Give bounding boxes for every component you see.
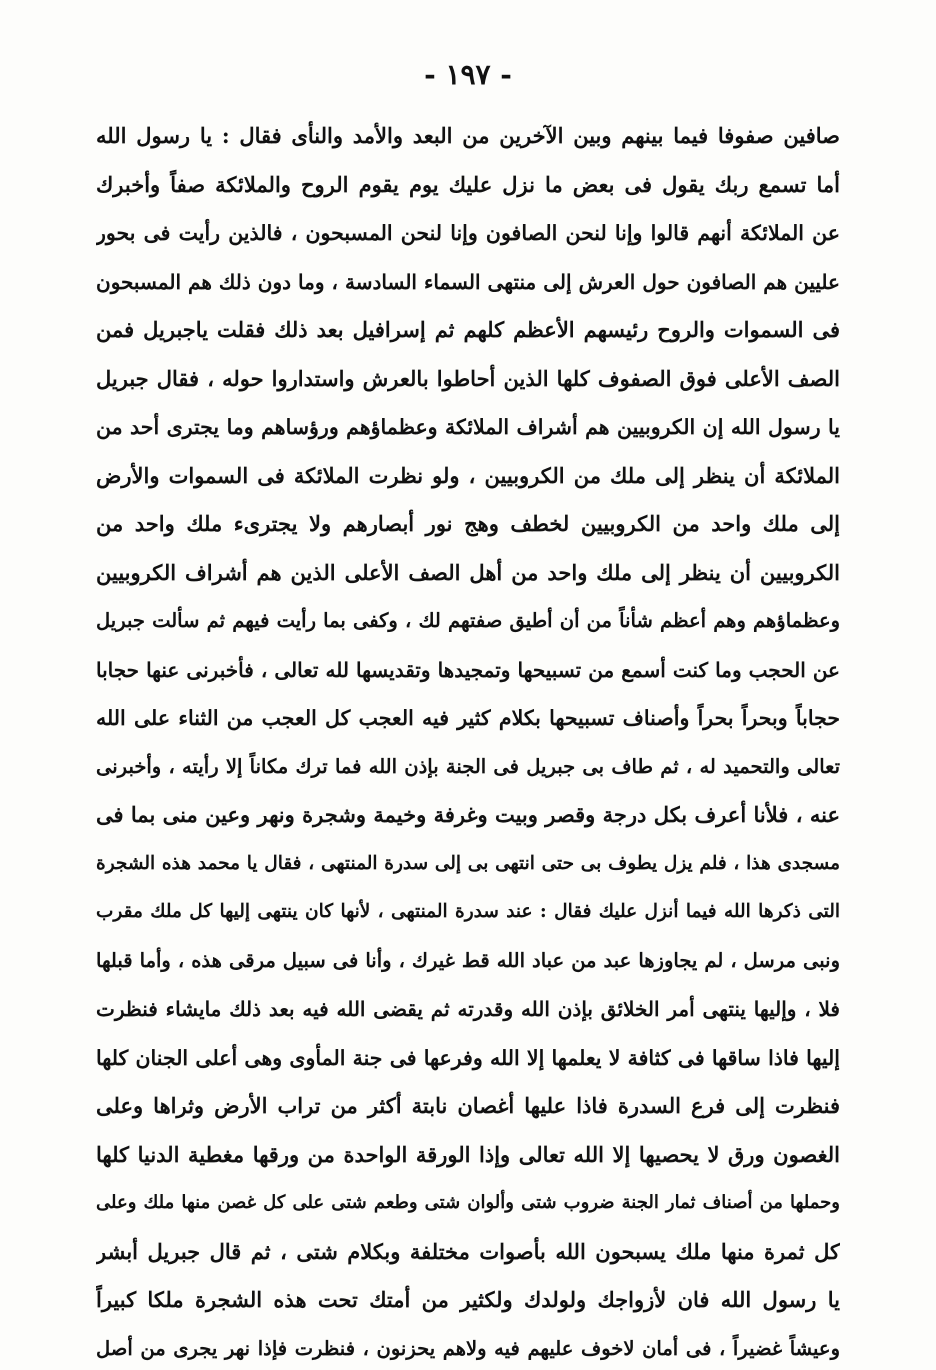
text-line: أما تسمع ربك يقول فى بعض ما نزل عليك يوم يقوم الروح والملائكة صفاً وأخبرك xyxy=(96,171,840,197)
text-line: كل ثمرة منها ملك يسبحون الله بأصوات مختلفة وبكلام شتى ، ثم قال جبريل أبشر xyxy=(96,1238,840,1264)
text-line: الملائكة أن ينظر إلى ملك من الكروبيين ، ولو نظرت الملائكة فى السموات والأرض xyxy=(96,462,840,488)
text-line: عن الملائكة أنهم قالوا وإنا لنحن الصافون وإنا لنحن المسبحون ، فالذين رأيت فى بحور xyxy=(96,221,840,245)
text-line: يا رسول الله إن الكروبيين هم أشراف الملائكة وعظماؤهم ورؤساهم وما يجترى أحد من xyxy=(96,415,840,439)
text-line: وحملها من أصناف ثمار الجنة ضروب شتى وألوان شتى وطعم شتى على كل غصن منها ملك وعلى xyxy=(96,1192,840,1213)
text-line: التى ذكرها الله فيما أنزل عليك فقال : عند سدرة المنتهى ، لأنها كان ينتهى إليها كل ملك مقرب xyxy=(96,901,840,922)
text-line: تعالى والتحميد له ، ثم طاف بى جبريل فى الجنة بإذن الله فما ترك مكاناً إلا رأيته ، وأخبرنى xyxy=(96,754,840,778)
text-line: الغصون ورق لا يحصيها إلا الله تعالى وإذا الورقة الواحدة من ورقها مغطية الدنيا كلها xyxy=(96,1141,840,1167)
text-line: عليين هم الصافون حول العرش إلى منتهى السماء السادسة ، وما دون ذلك هم المسبحون xyxy=(96,269,840,294)
text-line: فنظرت إلى فرع السدرة فاذا عليها أغصان نابتة أكثر من تراب الأرض وثراها وعلى xyxy=(96,1093,840,1118)
text-line: عنه ، فلأنا أعرف بكل درجة وقصر وبيت وغرفة وخيمة وشجرة ونهر وعين منى بما فى xyxy=(96,802,840,827)
text-line: وعيشاً غضيراً ، فى أمان لاخوف عليهم فيه ولاهم يحزنون ، فنظرت فإذا نهر يجرى من أصل xyxy=(96,1336,840,1360)
text-line: الكروبيين أن ينظر إلى ملك واحد من أهل الصف الأعلى الذين هم أشراف الكروبيين xyxy=(96,559,840,585)
text-line: وعظماؤهم وهم أعظم شأناً من أن أطيق صفتهم لك ، وكفى بما رأيت فيهم ثم سألت جبريل xyxy=(96,609,840,632)
text-line: ونبى مرسل ، لم يجاوزها عبد من عباد الله قط غيرك ، وأنا فى سبيل مرقى هذه ، وأما قبلها xyxy=(96,948,840,972)
text-line: مسجدى هذا ، فلم يزل يطوف بى حتى انتهى بى إلى سدرة المنتهى ، فقال يا محمد هذه الشجرة xyxy=(96,852,840,874)
text-line: صافين صفوفا فيما بينهم وبين الآخرين من البعد والأمد والنأى فقال : يا رسول الله xyxy=(96,123,840,148)
text-line: عن الحجب وما كنت أسمع من تسبيحها وتمجيدها وتقديسها لله تعالى ، فأخبرنى عنها حجابا xyxy=(96,657,840,682)
body-text xyxy=(96,112,840,1370)
text-line: حجاباً وبحراً بحراً وأصناف تسبيحها بكلام كثير فيه العجب كل العجب من الثناء على الله xyxy=(96,706,840,730)
text-line: إلى ملك واحد من الكروبيين لخطف وهج نور أبصارهم ولا يجترىء ملك واحد من xyxy=(96,511,840,536)
page-number: - ١٩٧ - xyxy=(424,58,512,91)
text-line: فلا ، وإليها ينتهى أمر الخلائق بإذن الله وقدرته ثم يقضى الله فيه بعد ذلك مايشاء فنظرت xyxy=(96,997,840,1021)
text-line: الصف الأعلى فوق الصفوف كلها الذين أحاطوا بالعرش واستداروا حوله ، فقال جبريل xyxy=(96,365,840,391)
text-line: يا رسول الله فان لأزواجك ولولدك ولكثير من أمتك تحت هذه الشجرة ملكا كبيراً xyxy=(96,1287,840,1312)
text-line: فى السموات والروح رئيسهم الأعظم كلهم ثم إسرافيل بعد ذلك فقلت ياجبريل فمن xyxy=(96,317,840,342)
text-line: إليها فاذا ساقها فى كثافة لا يعلمها إلا الله وفرعها فى جنة المأوى وهى أعلى الجنان كلها xyxy=(96,1045,840,1070)
